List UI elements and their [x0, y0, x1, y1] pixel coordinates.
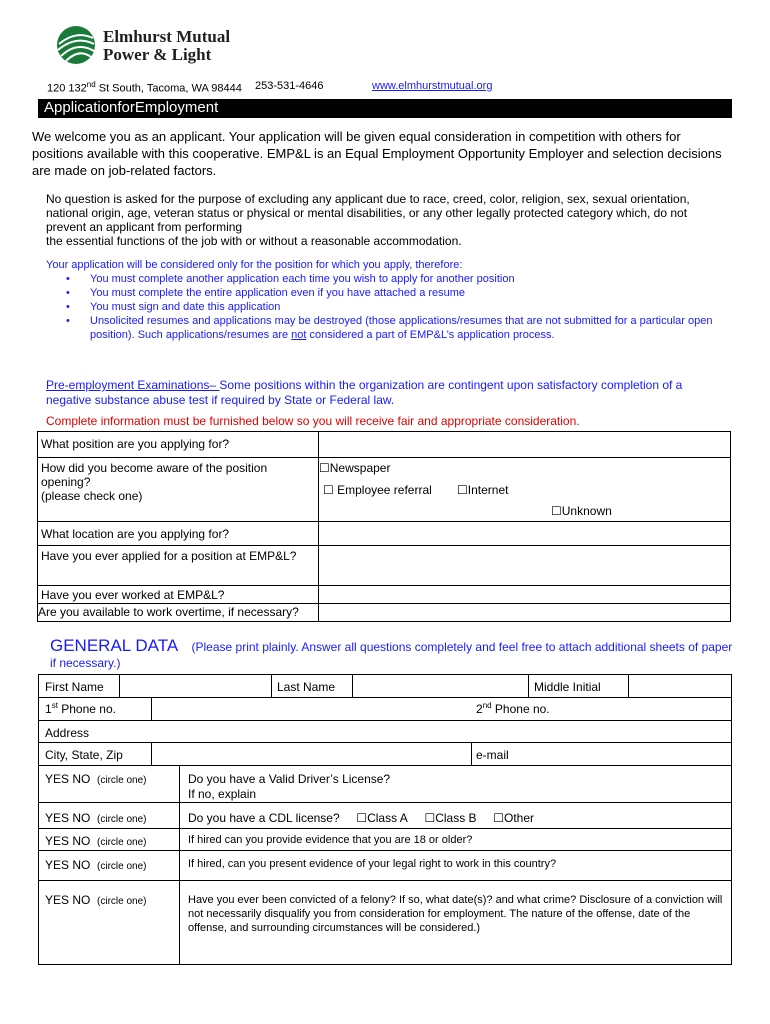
option-newspaper[interactable]: [319, 461, 390, 475]
section-title: ApplicationforEmployment: [44, 99, 219, 116]
yes-no-text: YES NO: [45, 811, 91, 825]
section-title-bar: [38, 99, 732, 118]
legal-yes-no[interactable]: [39, 851, 180, 881]
cdl-class-a[interactable]: [356, 811, 407, 825]
last-name-field[interactable]: [353, 675, 528, 697]
bullet-icon: •: [66, 273, 70, 285]
cdl-class-a-label: Class A: [367, 811, 408, 825]
phone2-number: 2: [476, 702, 483, 716]
name-row: [39, 675, 732, 698]
middle-initial-label: Middle Initial: [534, 680, 601, 694]
not-emphasis: not: [291, 329, 307, 341]
globe-logo-icon: [55, 24, 97, 66]
bullet-text-tail: considered a part of EMP&L’s application process.: [306, 329, 555, 341]
cdl-other-label: Other: [503, 811, 534, 825]
address-suffix: nd: [86, 80, 96, 89]
answer-aware: [319, 458, 731, 522]
consideration-lead: Your application will be considered only for the position for which you apply, therefore:: [46, 259, 463, 271]
checkbox-icon[interactable]: ☐: [493, 811, 504, 825]
first-name-label: First Name: [45, 680, 104, 694]
company-name-line2: Power & Light: [103, 45, 212, 64]
option-internet[interactable]: [457, 483, 508, 497]
checkbox-icon[interactable]: ☐: [457, 483, 468, 497]
divider: [471, 743, 472, 765]
city-label: City, State, Zip: [45, 748, 123, 762]
bullet-icon: •: [66, 315, 70, 327]
answer-location[interactable]: [319, 522, 731, 546]
address-number: 120 132: [47, 82, 87, 95]
phone1-suffix: st: [51, 701, 58, 710]
list-item: [46, 300, 716, 314]
company-phone: 253-531-4646: [255, 80, 324, 92]
pre-employment-text: Some positions within the organization are contingent upon satisfactory completion of a negative substance abuse test if required by State or Federal law.: [46, 378, 683, 407]
nondiscrimination-text-2: the essential functions of the job with or without a reasonable accommodation.: [46, 234, 462, 248]
bullet-icon: •: [66, 301, 70, 313]
last-name-label: Last Name: [277, 680, 336, 694]
pre-employment-label: Pre-employment Examinations–: [46, 378, 220, 392]
consideration-block: [46, 258, 716, 342]
yes-no-text: YES NO: [45, 858, 91, 872]
divider: [271, 675, 272, 697]
option-newspaper-label: Newspaper: [329, 461, 391, 475]
yes-no-text: YES NO: [45, 772, 91, 786]
option-unknown-label: Unknown: [561, 504, 612, 518]
intro-paragraph: We welcome you as an applicant. Your application will be given equal consideration in competition with others for positions available with this cooperative. EMP&L is an Equal Employment Opportunity Employer and selection decisions are made on job-related factors.: [32, 129, 722, 178]
nondiscrimination-paragraph: [46, 192, 726, 248]
circle-one-hint: (circle one): [97, 775, 147, 786]
license-yes-no[interactable]: [39, 766, 180, 803]
phone1-label: [45, 701, 116, 716]
checkbox-icon[interactable]: ☐: [319, 461, 330, 475]
circle-one-hint: (circle one): [97, 814, 147, 825]
answer-applied[interactable]: [319, 546, 731, 586]
company-name: [103, 28, 230, 64]
nondiscrimination-text: No question is asked for the purpose of excluding any applicant due to race, creed, color, religion, sex, sexual orientation, national origin, age, veteran status or physical or mental disabilities, or any other legally protected category which, do not prevent an applicant from performing: [46, 192, 690, 234]
phone2-text: Phone no.: [491, 702, 550, 716]
position-table: [37, 431, 731, 622]
general-data-title: GENERAL DATA: [50, 636, 179, 655]
phone1-text: Phone no.: [57, 702, 116, 716]
cdl-question-text: Do you have a CDL license?: [188, 811, 340, 825]
age-yes-no[interactable]: [39, 829, 180, 851]
bullet-text: You must complete another application each time you wish to apply for another position: [90, 273, 515, 285]
felony-yes-no[interactable]: [39, 881, 180, 965]
cdl-other[interactable]: [493, 811, 534, 825]
checkbox-icon[interactable]: ☐: [323, 483, 334, 497]
company-website-link[interactable]: www.elmhurstmutual.org: [372, 80, 493, 92]
question-aware: How did you become aware of the position opening? (please check one): [38, 458, 319, 522]
phone2-suffix: nd: [482, 701, 492, 710]
license-question-text: Do you have a Valid Driver’s License?: [188, 772, 391, 786]
phone2-label: [476, 701, 550, 716]
option-referral-label: Employee referral: [337, 483, 432, 497]
company-address: [47, 80, 242, 95]
list-item: [46, 272, 716, 286]
option-unknown[interactable]: [551, 504, 612, 518]
question-position: What position are you applying for?: [38, 432, 319, 458]
cdl-yes-no[interactable]: [39, 803, 180, 829]
option-internet-label: Internet: [467, 483, 509, 497]
question-location: What location are you applying for?: [38, 522, 319, 546]
bullet-text: [90, 314, 716, 342]
yes-no-text: YES NO: [45, 893, 91, 907]
list-item: [46, 286, 716, 300]
option-referral[interactable]: [323, 483, 432, 497]
phone-row: [39, 698, 732, 721]
general-data-heading: [50, 638, 740, 671]
phone1-number: 1: [45, 702, 52, 716]
circle-one-hint: (circle one): [97, 837, 147, 848]
license-explain-text: If no, explain: [188, 787, 257, 801]
general-data-table: [38, 674, 732, 965]
cdl-class-b[interactable]: [424, 811, 476, 825]
company-logo: [55, 24, 97, 66]
address-street: St South, Tacoma, WA 98444: [95, 82, 242, 95]
bullet-text-part: Unsolicited resumes and applications may be destroyed (those applications/resumes that are not submitted for a particular open position). Such applications/resumes are: [90, 315, 713, 341]
general-data-note: (Please print plainly. Answer all questions completely and feel free to attach additional sheets of paper if necessary.): [50, 640, 733, 670]
divider: [528, 675, 529, 697]
first-name-field[interactable]: [120, 675, 270, 697]
company-name-line1: Elmhurst Mutual: [103, 27, 231, 46]
answer-worked[interactable]: [319, 586, 731, 604]
email-label: e-mail: [476, 748, 509, 762]
yes-no-text: YES NO: [45, 834, 91, 848]
license-question: [180, 766, 732, 803]
bullet-text: You must complete the entire application even if you have attached a resume: [90, 287, 466, 299]
bullet-icon: •: [66, 287, 70, 299]
middle-initial-field[interactable]: [629, 675, 729, 697]
question-overtime: Are you available to work overtime, if necessary?: [38, 604, 319, 622]
felony-question: Have you ever been convicted of a felony? If so, what date(s)? and what crime? Disclosure of a conviction will not necessarily disqualify you from consideration for employment. The nature of the offense, date of the offense, and surrounding circumstances will be considered.): [180, 881, 732, 965]
answer-overtime[interactable]: [319, 604, 731, 622]
legal-question: If hired, can you present evidence of your legal right to work in this country?: [180, 851, 732, 881]
pre-employment-paragraph: [46, 378, 726, 408]
checkbox-icon[interactable]: ☐: [356, 811, 368, 825]
question-worked: Have you ever worked at EMP&L?: [38, 586, 319, 604]
circle-one-hint: (circle one): [97, 896, 147, 907]
cdl-class-b-label: Class B: [435, 811, 477, 825]
question-applied: Have you ever applied for a position at EMP&L?: [38, 546, 319, 586]
complete-info-notice: Complete information must be furnished below so you will receive fair and appropriate consideration.: [46, 414, 580, 428]
circle-one-hint: (circle one): [97, 861, 147, 872]
city-field[interactable]: [152, 743, 472, 765]
address-label: Address: [39, 721, 732, 743]
bullet-text: You must sign and date this application: [90, 301, 281, 313]
age-question: If hired can you provide evidence that you are 18 or older?: [180, 829, 732, 851]
cdl-question: [180, 803, 732, 829]
city-row: [39, 743, 732, 766]
checkbox-icon[interactable]: ☐: [424, 811, 436, 825]
checkbox-icon[interactable]: ☐: [551, 504, 562, 518]
phone1-field[interactable]: [152, 698, 472, 720]
list-item: [46, 314, 716, 342]
answer-position[interactable]: [319, 432, 731, 458]
